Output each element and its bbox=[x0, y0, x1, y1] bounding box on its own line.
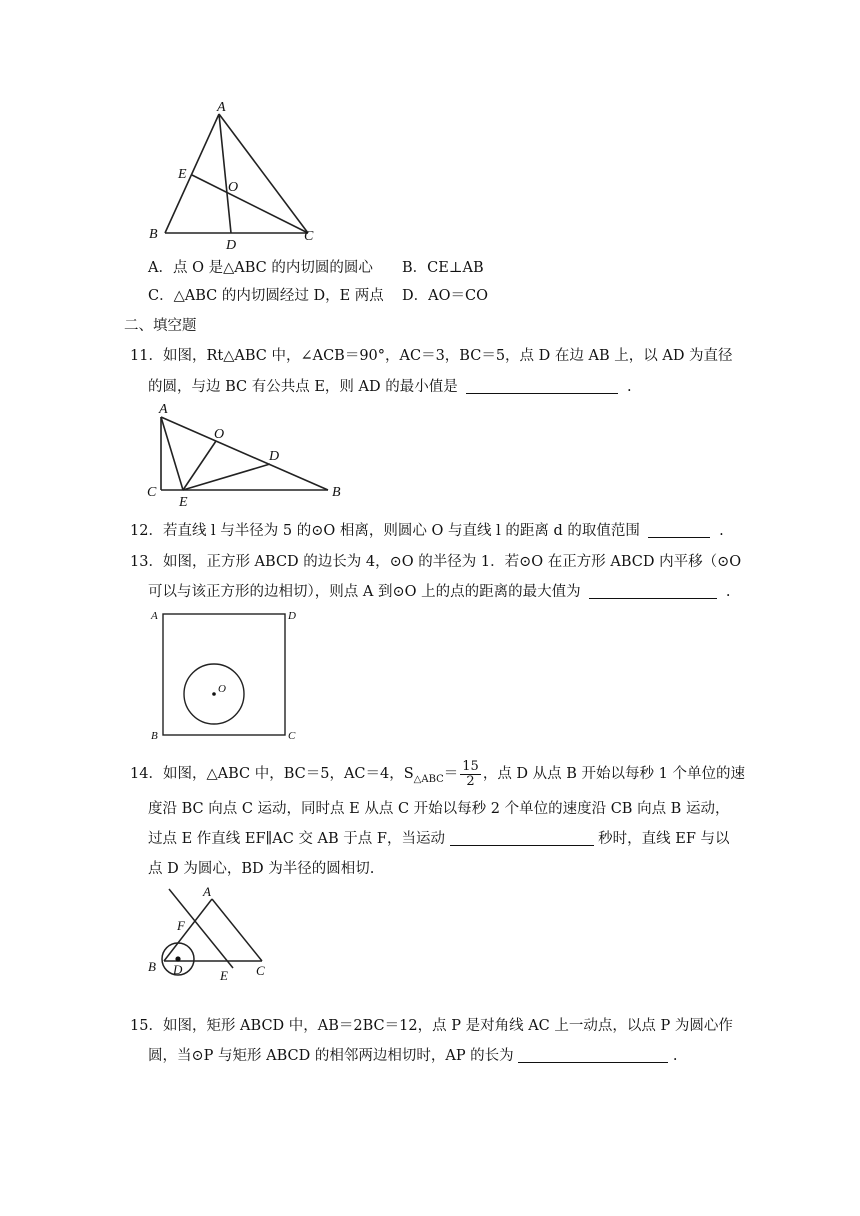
q11-label-b: B bbox=[332, 485, 341, 500]
q13-line-2-text: 可以与该正方形的边相切），则点 A 到⊙O 上的点的距离的最大值为 bbox=[148, 584, 581, 600]
q10-option-b[interactable]: B．CE⊥AB bbox=[402, 260, 484, 276]
q11-label-c: C bbox=[147, 485, 157, 500]
q10-segment-ce bbox=[192, 175, 308, 233]
q10-option-c[interactable]: C．△ABC 的内切圆经过 D，E 两点 bbox=[148, 288, 384, 304]
q15-line-2 bbox=[148, 1046, 678, 1066]
q14-fraction-denominator: 2 bbox=[466, 773, 475, 789]
q11-line-2-end: . bbox=[626, 379, 632, 395]
q14-side-ba bbox=[164, 899, 212, 961]
q14-line-3 bbox=[148, 829, 730, 849]
q13-line-1: 13．如图，正方形 ABCD 的边长为 4，⊙O 的半径为 1．若⊙O 在正方形 ABCD 内平移（⊙O bbox=[130, 554, 742, 570]
q14-line-3-text: 过点 E 作直线 EF∥AC 交 AB 于点 F，当运动 bbox=[148, 831, 445, 847]
q13-square-abcd bbox=[163, 614, 285, 735]
q14-label-c: C bbox=[256, 963, 265, 978]
q11-answer-blank[interactable] bbox=[466, 379, 618, 394]
q10-option-d[interactable]: D．AO＝CO bbox=[402, 288, 488, 304]
q13-answer-blank[interactable] bbox=[589, 584, 717, 599]
q13-label-b: B bbox=[151, 730, 158, 742]
q14-line-1-text: 14．如图，△ABC 中，BC＝5，AC＝4，S bbox=[130, 766, 414, 782]
q13-square-figure bbox=[148, 606, 308, 742]
q14-label-e: E bbox=[220, 968, 228, 983]
q10-label-o: O bbox=[228, 180, 239, 195]
q10-triangle-figure bbox=[140, 98, 330, 258]
q10-option-a[interactable]: A．点 O 是△ABC 的内切圆的圆心 bbox=[148, 260, 373, 276]
q14-area-subscript: △ABC bbox=[413, 773, 444, 785]
q11-line-2-text: 的圆，与边 BC 有公共点 E，则 AD 的最小值是 bbox=[148, 379, 458, 395]
q11-side-ab bbox=[161, 417, 328, 490]
q15-line-2-end: . bbox=[672, 1048, 678, 1064]
q13-label-d: D bbox=[288, 610, 296, 622]
q10-side-ab bbox=[165, 114, 219, 233]
q10-label-e: E bbox=[178, 167, 187, 182]
q11-triangle-figure bbox=[140, 398, 350, 508]
q12-line bbox=[130, 521, 724, 541]
q13-label-c: C bbox=[288, 730, 296, 742]
q13-center-o bbox=[212, 692, 216, 696]
q11-line-2 bbox=[148, 377, 632, 397]
q15-line-1: 15．如图，矩形 ABCD 中，AB＝2BC＝12，点 P 是对角线 AC 上一动点，以点 P 为圆心作 bbox=[130, 1018, 733, 1034]
q15-line-2-text: 圆，当⊙P 与矩形 ABCD 的相邻两边相切时，AP 的长为 bbox=[148, 1048, 514, 1064]
q14-line-1-rest: ，点 D 从点 B 开始以每秒 1 个单位的速 bbox=[482, 766, 745, 782]
q14-fraction-numerator: 15 bbox=[462, 758, 479, 774]
q11-line-1: 11．如图，Rt△ABC 中，∠ACB＝90°，AC＝3，BC＝5，点 D 在边 AB 上，以 AD 为直径 bbox=[130, 348, 733, 364]
section-title: 二、填空题 bbox=[124, 318, 197, 334]
q14-line-2: 度沿 BC 向点 C 运动，同时点 E 从点 C 开始以每秒 2 个单位的速度沿 CB 向点 B 运动， bbox=[148, 801, 730, 817]
q11-segment-oe bbox=[183, 441, 216, 490]
q15-answer-blank[interactable] bbox=[518, 1048, 668, 1063]
q12-end: . bbox=[719, 523, 724, 539]
q14-label-a: A bbox=[203, 884, 211, 899]
q14-line-4: 点 D 为圆心，BD 为半径的圆相切. bbox=[148, 861, 375, 877]
q11-label-d: D bbox=[269, 449, 280, 464]
q10-segment-ad bbox=[219, 114, 231, 233]
q14-label-d: D bbox=[173, 962, 183, 977]
q13-line-2-end: . bbox=[725, 584, 731, 600]
q11-label-e: E bbox=[179, 495, 188, 510]
q14-label-f: F bbox=[177, 918, 185, 933]
q14-line-3-rest: 秒时，直线 EF 与以 bbox=[598, 831, 730, 847]
q12-answer-blank[interactable] bbox=[648, 523, 710, 538]
q14-center-d bbox=[175, 956, 180, 961]
q10-label-c: C bbox=[304, 229, 314, 244]
q10-label-b: B bbox=[149, 227, 158, 242]
q11-segment-ae bbox=[161, 417, 183, 490]
q13-label-o: O bbox=[218, 683, 226, 695]
q13-line-2 bbox=[148, 582, 730, 602]
q11-segment-de bbox=[183, 464, 270, 490]
q11-label-a: A bbox=[159, 402, 168, 417]
q14-label-b: B bbox=[148, 959, 156, 974]
q14-fraction bbox=[460, 760, 481, 789]
q11-label-o: O bbox=[214, 427, 225, 442]
q10-label-d: D bbox=[226, 238, 237, 253]
q14-line-1 bbox=[130, 759, 745, 789]
q14-equals: ＝ bbox=[443, 766, 459, 782]
q13-label-a: A bbox=[151, 610, 158, 622]
q14-triangle-figure bbox=[145, 883, 280, 983]
q12-text: 12．若直线 l 与半径为 5 的⊙O 相离，则圆心 O 与直线 l 的距离 d 的取值范围 bbox=[130, 523, 640, 539]
q14-answer-blank[interactable] bbox=[450, 831, 594, 846]
q10-side-ca bbox=[219, 114, 308, 233]
q10-label-a: A bbox=[217, 100, 226, 115]
